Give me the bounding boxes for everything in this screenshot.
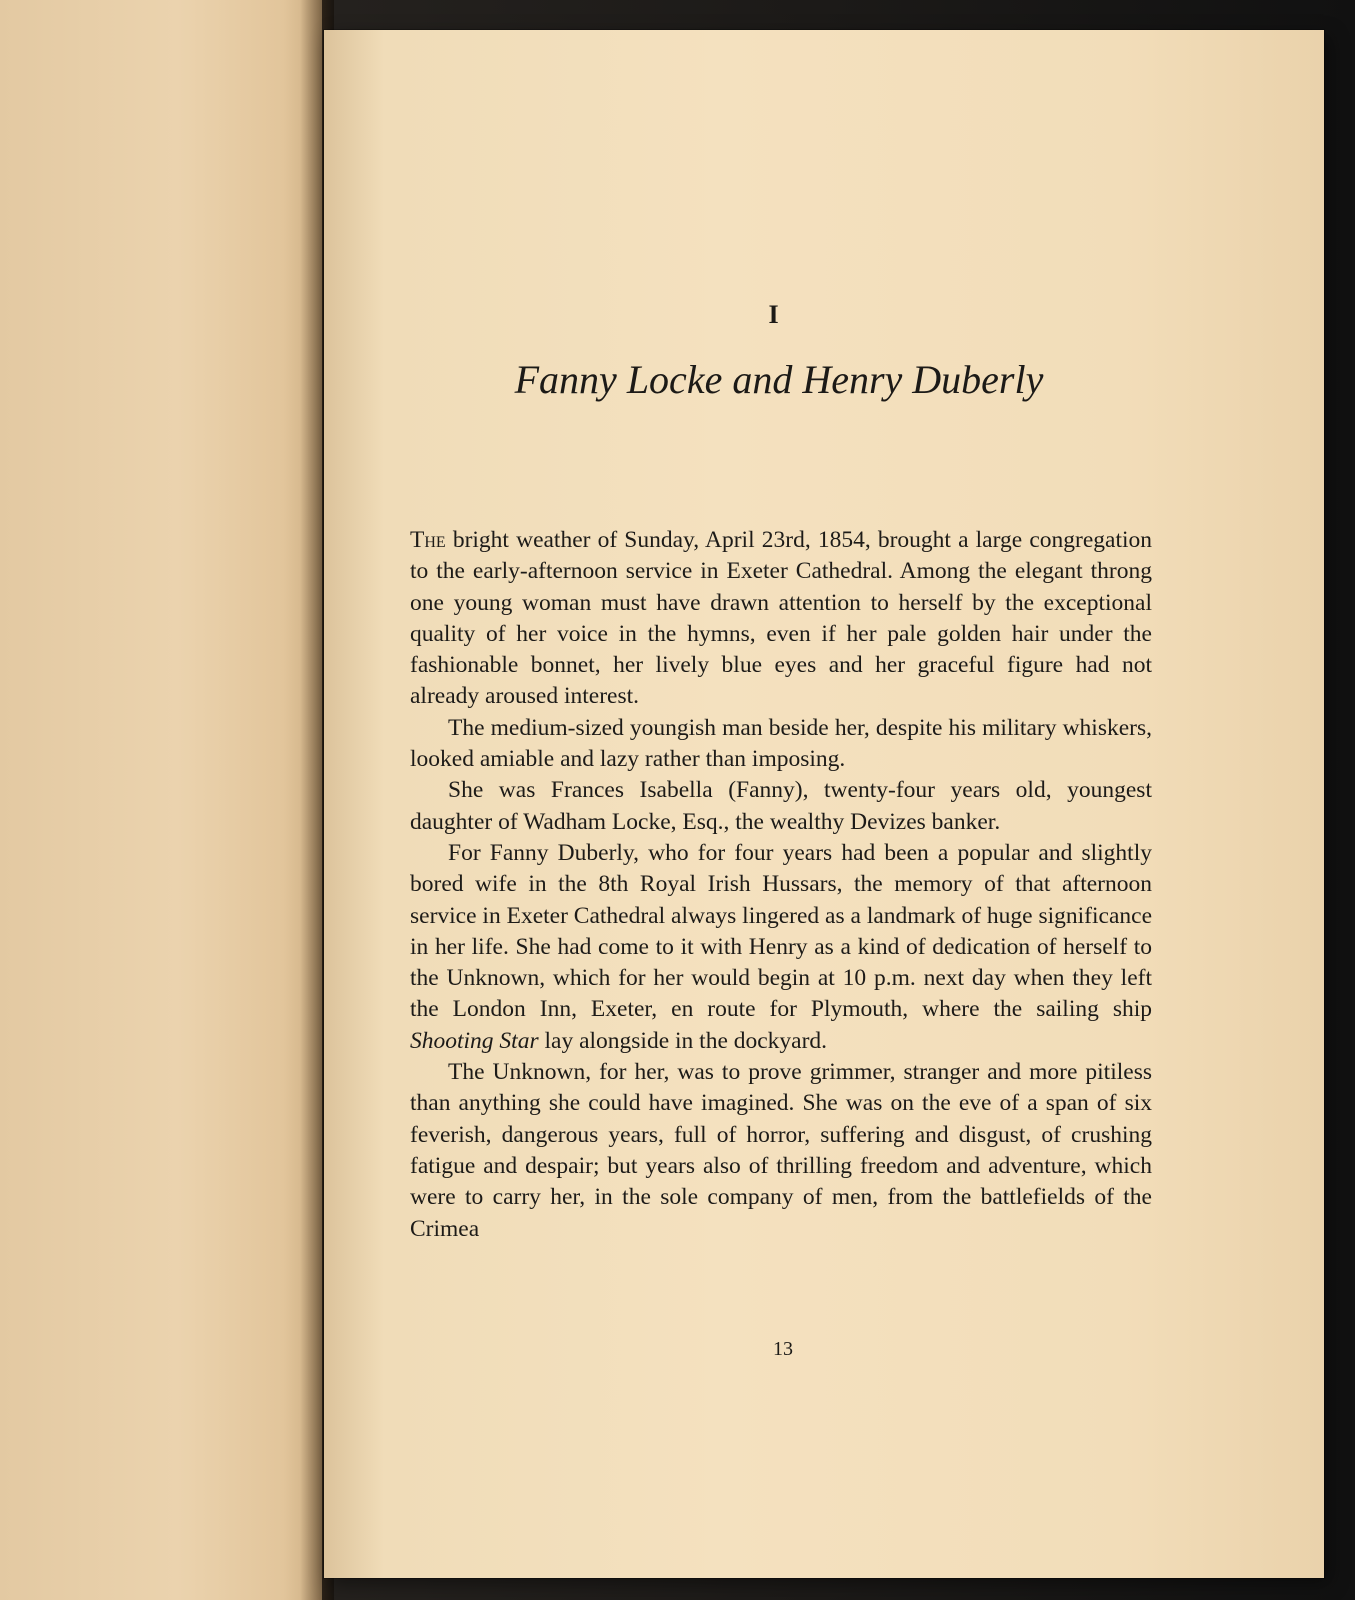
right-page [324,30,1324,1578]
paragraph-5: The Unknown, for her, was to prove grimmer, stranger and more pitiless than anything she could have imagined. She was on the eve of a span of six feverish, dangerous years, full of horror, suffering and disgust, of crushing fatigue and despair; but years also of thrilling freedom and adventure, which were to carry her, in the sole company of men, from the battlefields of the Crimea [410,1059,1152,1242]
chapter-number: I [768,300,780,329]
paragraph-4-text-after: lay alongside in the dockyard. [538,1027,828,1054]
paragraph-4-text-before: For Fanny Duberly, who for four years had been a popular and slightly bored wife in the 8th Royal Irish Hussars, the memory of that afternoon service in Exeter Cathedral always lingered as a landmark of huge significance in her life. She had come to it with Henry as a kind of dedication of herself to the Unknown, which for her would begin at 10 p.m. next day when they left the London Inn, Exeter, en route for Plymouth, where the sailing ship [410,839,1152,1023]
paragraph-3: She was Frances Isabella (Fanny), twenty-four years old, youngest daughter of Wadham Locke, Esq., the wealthy Devizes banker. [410,777,1152,835]
chapter-body [410,525,1152,1245]
ship-name: Shooting Star [410,1027,539,1054]
paragraph-1-lead: The [410,527,446,553]
paragraph-1 [410,525,1152,713]
paragraph-4 [410,838,1152,1057]
page-number: 13 [773,1338,793,1360]
left-page [0,0,322,1600]
paragraph-2: The medium-sized youngish man beside her, despite his military whiskers, looked amiable and lazy rather than imposing. [410,714,1152,773]
chapter-title: Fanny Locke and Henry Duberly [514,357,1044,402]
paragraph-1-text: bright weather of Sunday, April 23rd, 1854, brought a large congregation to the early-afternoon service in Exeter Cathedral. Among the elegant throng one young woman must have drawn attention to herself by the exceptional quality of her voice in the hymns, even if her pale golden hair under the fashionable bonnet, her lively blue eyes and her graceful figure had not already aroused interest. [410,527,1152,710]
